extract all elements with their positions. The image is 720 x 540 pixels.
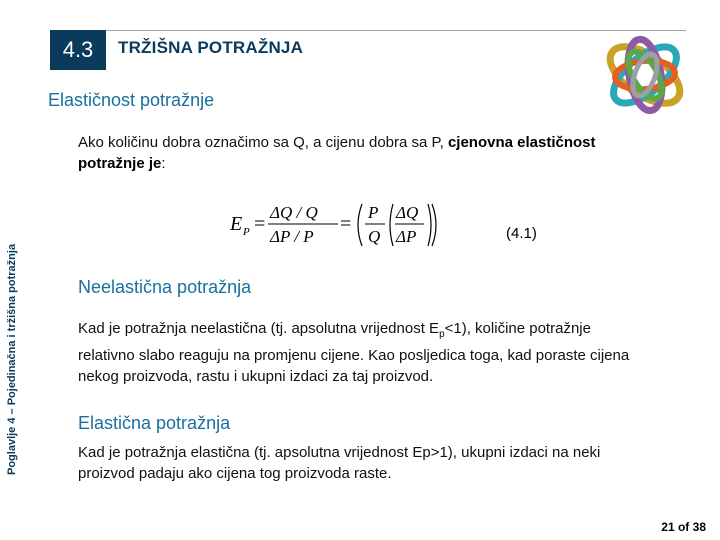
paragraph-inelastic bbox=[78, 318, 638, 387]
paragraph-elastic: Kad je potražnja elastična (tj. apsolutna vrijednost Ep>1), ukupni izdaci na neki proizvod padaju ako cijena tog proizvoda raste. bbox=[78, 444, 601, 482]
formula-frac2-num-b: ΔQ bbox=[396, 203, 419, 222]
page-number: 21 of 38 bbox=[661, 520, 706, 534]
rings-logo-icon bbox=[585, 20, 705, 130]
page-title: TRŽIŠNA POTRAŽNJA bbox=[118, 38, 304, 57]
formula-frac1-num: ΔQ / Q bbox=[270, 203, 318, 222]
inelastic-text-post: <1), količine potražnje relativno slabo reaguju na promjenu cijene. Kao posljedica toga, kad poraste cijena nekog proizvoda, rastu i ukupni izdaci za taj proizvod. bbox=[78, 320, 630, 385]
subtitle: Elastičnost potražnje bbox=[48, 90, 215, 110]
inelastic-subscript: p bbox=[439, 329, 445, 340]
formula-frac2-den-b: ΔP bbox=[396, 227, 417, 246]
chapter-side-label: Poglavlje 4 – Pojedinačna i tržišna potražnja bbox=[6, 243, 18, 475]
formula-frac2-num-a: P bbox=[368, 203, 379, 222]
formula-eq-1: = bbox=[254, 213, 266, 235]
intro-paragraph bbox=[78, 132, 638, 174]
intro-end: : bbox=[161, 155, 166, 172]
formula-frac2-den-a: Q bbox=[368, 227, 381, 246]
formula-eq-2: = bbox=[340, 213, 352, 235]
equation-number: (4.1) bbox=[506, 225, 537, 242]
intro-text: Ako količinu dobra označimo sa Q, a cijenu dobra sa P, bbox=[78, 134, 448, 151]
formula-lhs-sub: P bbox=[243, 226, 250, 238]
inelastic-text-pre: Kad je potražnja neelastična (tj. apsolutna vrijednost E bbox=[78, 320, 440, 337]
heading-elastic: Elastična potražnja bbox=[78, 413, 231, 433]
heading-inelastic: Neelastična potražnja bbox=[78, 277, 252, 297]
formula-frac1-den: ΔP / P bbox=[270, 227, 314, 246]
intro-emphasis: cjenovna elastičnost potražnje je bbox=[78, 134, 596, 172]
elasticity-formula bbox=[230, 198, 470, 252]
section-number: 4.3 bbox=[50, 30, 106, 70]
formula-lhs: E bbox=[230, 213, 243, 235]
